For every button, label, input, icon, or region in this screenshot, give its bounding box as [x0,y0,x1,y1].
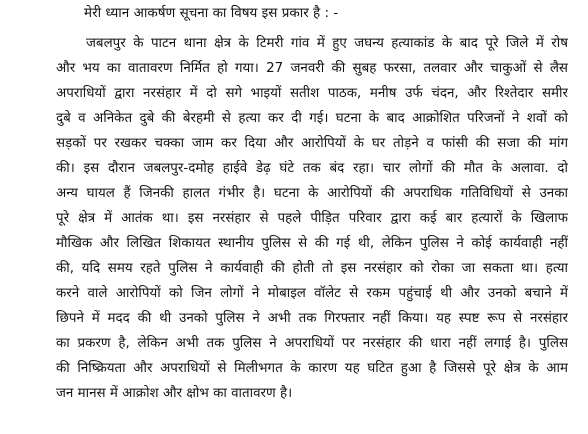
paragraph-line: जन मानस में आक्रोश और क्षोभ का वातावरण है। [56,386,293,401]
paragraph-line: करने वाले आरोपियों को जिन लोगों ने मोबाइल वॉलेट से रकम पहुंचाई थी और उनको बचाने में [56,286,568,301]
document-heading: मेरी ध्यान आकर्षण सूचना का विषय इस प्रकार है : - [84,5,339,21]
paragraph-line: दुबे व अनिकेत दुबे की बेरहमी से हत्या कर दी गई। घटना के बाद आक्रोशित परिजनों ने शवों को [56,111,568,126]
paragraph-line: सड़कों पर रखकर चक्का जाम कर दिया और आरोपियों के घर तोड़ने व फांसी की सजा की मांग [56,136,568,151]
paragraph-line: पूरे क्षेत्र में आतंक था। इस नरसंहार से पहले पीड़ित परिवार द्वारा कई बार हत्यारों के खिलाफ [56,211,568,226]
paragraph-line: की, यदि समय रहते पुलिस ने कार्यवाही की होती तो इस नरसंहार को रोका जा सकता था। हत्या [56,261,568,276]
paragraph-line: अन्य घायल हैं जिनकी हालत गंभीर है। घटना के आरोपियों की अपराधिक गतिविधियों से उनका [56,186,568,201]
paragraph-line: छिपने में मदद की थी उनको पुलिस ने अभी तक गिरफ्तार नहीं किया। यह स्पष्ट रूप से नरसंहार [56,311,568,326]
paragraph-line: मौखिक और लिखित शिकायत स्थानीय पुलिस से की गई थी, लेकिन पुलिस ने कोई कार्यवाही नहीं [56,236,568,251]
paragraph-line: की निष्क्रियता और अपराधियों से मिलीभगत के कारण यह घटित हुआ है जिससे पूरे क्षेत्र के आम [56,361,568,376]
paragraph-line: की। इस दौरान जबलपुर-दमोह हाईवे डेढ़ घंटे तक बंद रहा। चार लोगों की मौत के अलावा. दो [56,161,568,176]
paragraph-line: का प्रकरण है, लेकिन अभी तक पुलिस ने अपराधियों पर नरसंहार की धारा नहीं लगाई है। पुलिस [56,336,568,351]
paragraph-line: जबलपुर के पाटन थाना क्षेत्र के टिमरी गांव में हुए जघन्य हत्याकांड के बाद पूरे जिले में रोष [86,36,568,51]
paragraph-line: अपराधियों द्वारा नरसंहार में दो सगे भाइयों सतीश पाठक, मनीष उर्फ चंदन, और रिश्तेदार समीर [56,86,568,101]
paragraph-line: और भय का वातावरण निर्मित हो गया। 27 जनवरी की सुबह फरसा, तलवार और चाकुओं से लैस [56,61,568,76]
